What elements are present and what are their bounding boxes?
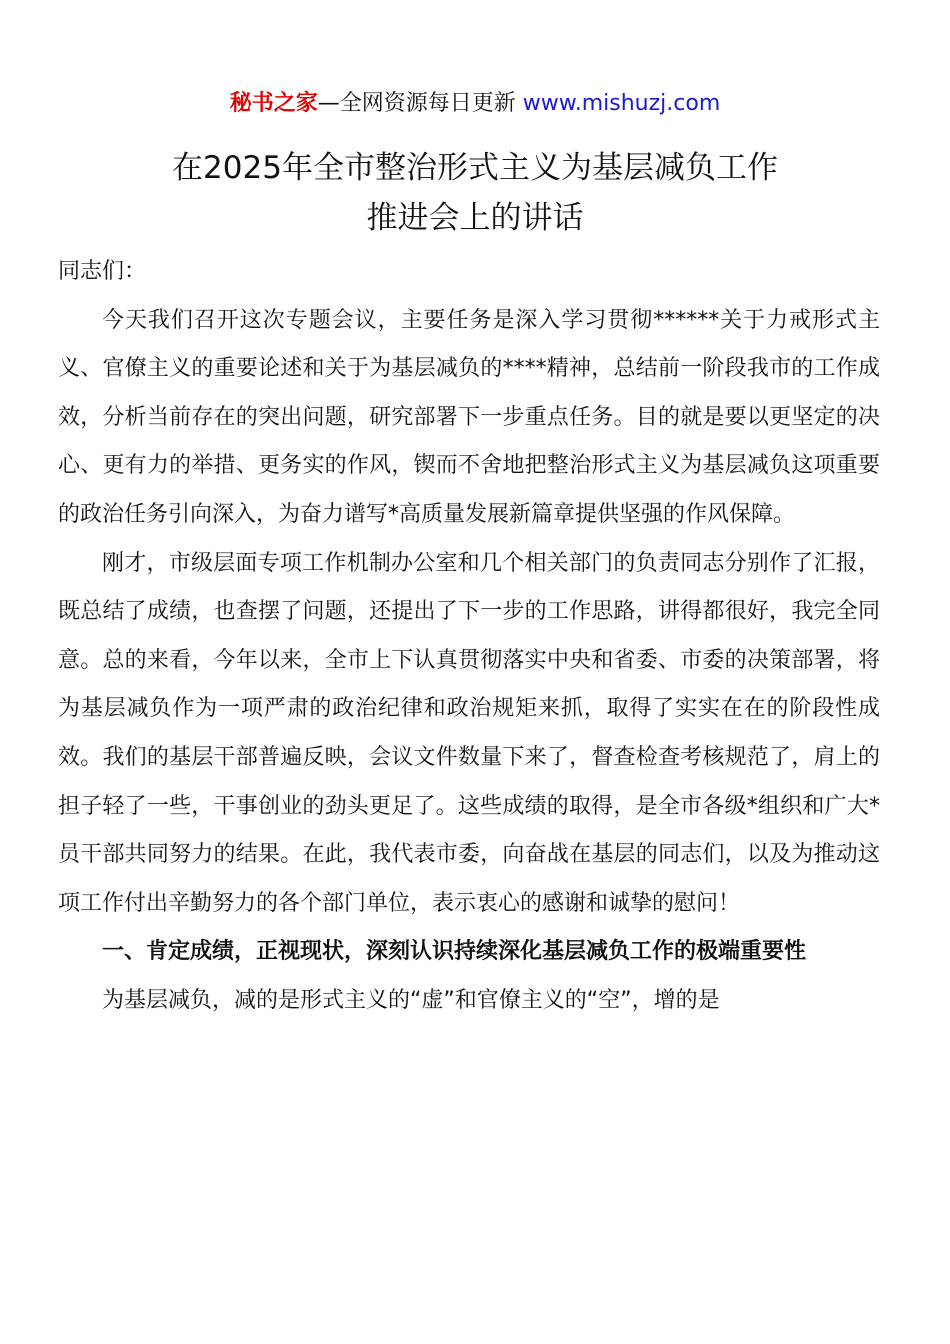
- document-title-line-1: 在2025年全市整治形式主义为基层减负工作: [172, 150, 778, 186]
- paragraph-1: 今天我们召开这次专题会议，主要任务是深入学习贯彻******关于力戒形式主义、官僚主义的重要论述和关于为基层减负的****精神，总结前一阶段我市的工作成效，分析当前存在的突出问题，研究部署下一步重点任务。目的就是要以更坚定的决心、更有力的举措、更务实的作风，锲而不舍地把整治形式主义为基层减负这项重要的政治任务引向深入，为奋力谱写*高质量发展新篇章提供坚强的作风保障。: [58, 307, 880, 527]
- brand-name: 秘书之家: [229, 91, 318, 116]
- site-header: [0, 88, 950, 120]
- site-url-link[interactable]: www.mishuzj.com: [522, 91, 721, 116]
- greeting: 同志们：: [58, 259, 147, 284]
- document-body: [58, 248, 880, 1026]
- document-title-line-2: 推进会上的讲话: [366, 200, 584, 236]
- paragraph-2: 刚才，市级层面专项工作机制办公室和几个相关部门的负责同志分别作了汇报，既总结了成绩，也查摆了问题，还提出了下一步的工作思路，讲得都很好，我完全同意。总的来看，今年以来，全市上下认真贯彻落实中央和省委、市委的决策部署，将为基层减负作为一项严肃的政治纪律和政治规矩来抓，取得了实实在在的阶段性成效。我们的基层干部普遍反映，会议文件数量下来了，督查检查考核规范了，肩上的担子轻了一些，干事创业的劲头更足了。这些成绩的取得，是全市各级*组织和广大*员干部共同努力的结果。在此，我代表市委，向奋战在基层的同志们，以及为推动这项工作付出辛勤努力的各个部门单位，表示衷心的感谢和诚挚的慰问！: [58, 550, 880, 916]
- section-heading: 一、肯定成绩，正视现状，深刻认识持续深化基层减负工作的极端重要性: [102, 939, 807, 965]
- paragraph-3: 为基层减负，减的是形式主义的“虚”和官僚主义的“空”，增的是: [102, 987, 720, 1013]
- header-tagline: —全网资源每日更新: [317, 91, 516, 116]
